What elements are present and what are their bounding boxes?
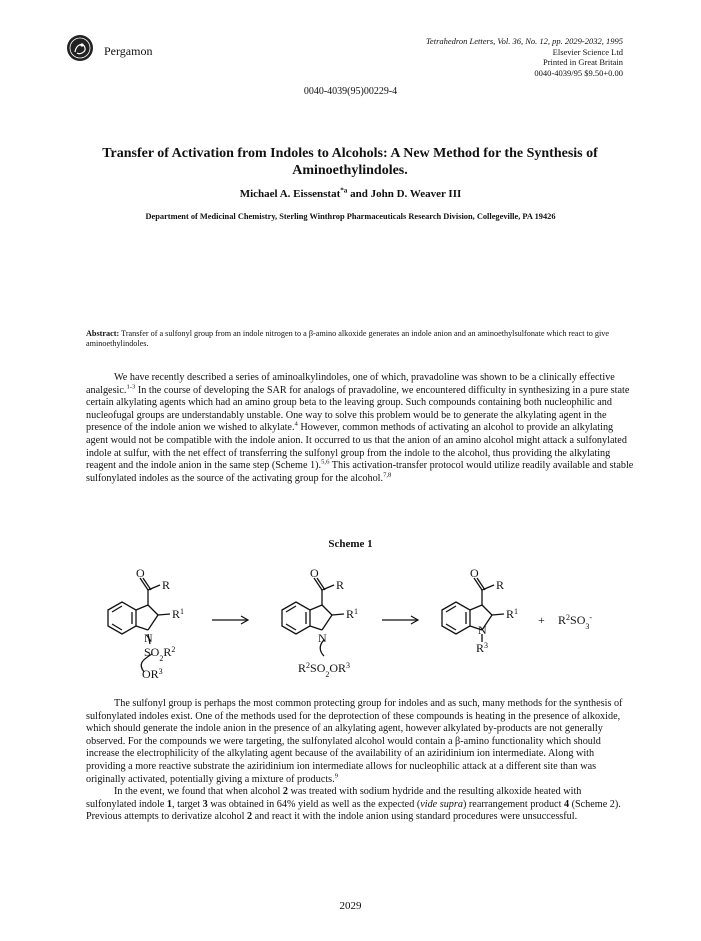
authors: Michael A. Eissenstat$^{*a}$ and John D. Weaver III xyxy=(239,186,462,200)
structure-2-indole-anion xyxy=(282,578,344,656)
abstract-text: Transfer of a sulfonyl group from an indole nitrogen to a β-amino alkoxide generates an indole anion and an aminoethylsulfonate which react to give aminoethylindoles. xyxy=(86,329,610,348)
label-r-3: R xyxy=(496,578,505,592)
label-r1-2: $R^1$ xyxy=(346,606,359,621)
label-or3: $OR^3$ xyxy=(142,666,163,681)
paragraph-2-text: The sulfonyl group is perhaps the most common protecting group for indoles and as such, many methods for the synthesis of sulfonylated indoles exist. One of the methods used for the deprotection of these compounds is heating in the presence of alkoxide, which should generate the indole anion in the presence of an alkylating agent, however alkylated by-products are not generally observed. For the compounds we were targeting, the sulfonylated alcohol would contain a β-amino functionality which should increase the electrophilicity of the alkylating agent because of the availability of an aziridinium ion intermediate. Along with providing a more reactive substrate the aziridinium ion intermediate allows for nucleophilic attack at a different site than was originally activated, potentially giving a mixture of products.$^9$ xyxy=(86,698,623,785)
label-so2r2: $SO_2R^2$ xyxy=(144,644,176,663)
label-r3: $R^3$ xyxy=(476,640,489,655)
scheme-1-diagram xyxy=(90,560,650,682)
label-plus: + xyxy=(538,613,545,627)
doi: 0040-4039(95)00229-4 xyxy=(303,86,398,97)
label-r2so3: $R^2SO_3^-$ xyxy=(558,612,593,631)
paragraph-1-text: We have recently described a series of aminoalkylindoles, one of which, pravadoline was shown to be a clinically effective analgesic.$^{1-3}$ In the course of developing the SAR for analogs of pravadoline, we encountered difficulty in synthesizing in a pure state certain alkylating agents which had an amino group beta to the leaving group. Such compounds containing both nucleophilic and nucleofugal groups are understandably unstable. One way to solve this problem would be to generate the alkylating agent in the presence of the indole anion we wished to alkylate.$^4$ However, common methods of activating an alcohol to provide an alkylating agent would not be compatible with the indole anion. It occurred to us that the anion of an amino alcohol might attack a sulfonylated indole at sulfur, with the net effect of transferring the sulfonyl group from the indole to the alcohol, thus providing the alkylating reagent and the indole anion in the same step (Scheme 1).$^{5,6}$ This activation-transfer protocol would utilize readily available and stable sulfonylated indoles as the source of the activating group for the alcohol.$^{7,8}$ xyxy=(86,372,634,484)
label-n-3: N xyxy=(478,623,487,637)
publisher-name: Pergamon xyxy=(104,44,153,58)
label-n-2: N xyxy=(318,631,327,645)
label-o-1: O xyxy=(136,566,145,580)
page-number: 2029 xyxy=(339,900,362,912)
scheme-title: Scheme 1 xyxy=(328,538,373,550)
paper-title: Transfer of Activation from Indoles to Alcohols: A New Method for the Synthesis of Aminoethylindoles. xyxy=(102,146,598,178)
reaction-arrow-2 xyxy=(382,616,418,624)
structure-3-alkylated-indole xyxy=(442,578,504,642)
abstract xyxy=(86,329,636,349)
label-r2so2or3: $R^2SO_2OR^3$ xyxy=(298,660,351,679)
label-r1-1: $R^1$ xyxy=(172,606,185,621)
journal-line-1: Tetrahedron Letters, Vol. 36, No. 12, pp. 2029-2032, 1995 xyxy=(425,36,623,46)
label-r1-3: $R^1$ xyxy=(506,606,519,621)
paragraph-3-text: In the event, we found that when alcohol 2 was treated with sodium hydride and the resulting alkoxide heated with sulfonylated indole 1, target 3 was obtained in 64% yield as well as the expected (vide supra) rearrangement product 4 (Scheme 2). Previous attempts to derivatize alcohol 2 and react it with the indole anion using standard procedures were unsuccessful. xyxy=(86,786,621,823)
reaction-arrow-1 xyxy=(212,616,248,624)
journal-line-2: Elsevier Science Ltd xyxy=(552,46,623,57)
publisher-logo xyxy=(66,34,94,62)
body-paragraph-1 xyxy=(86,372,634,485)
label-o-3: O xyxy=(470,566,479,580)
body-paragraphs-2-3 xyxy=(86,698,634,824)
label-r-2: R xyxy=(336,578,345,592)
label-r-1: R xyxy=(162,578,171,592)
affiliation: Department of Medicinal Chemistry, Sterling Winthrop Pharmaceuticals Research Division, Collegeville, PA 19426 xyxy=(145,212,556,221)
journal-line-3: Printed in Great Britain xyxy=(542,57,623,67)
label-o-2: O xyxy=(310,566,319,580)
abstract-label: Abstract: xyxy=(86,329,120,338)
label-n-1: N xyxy=(144,631,153,645)
journal-line-4: 0040-4039/95 $9.50+0.00 xyxy=(534,67,623,78)
journal-citation xyxy=(426,36,623,78)
